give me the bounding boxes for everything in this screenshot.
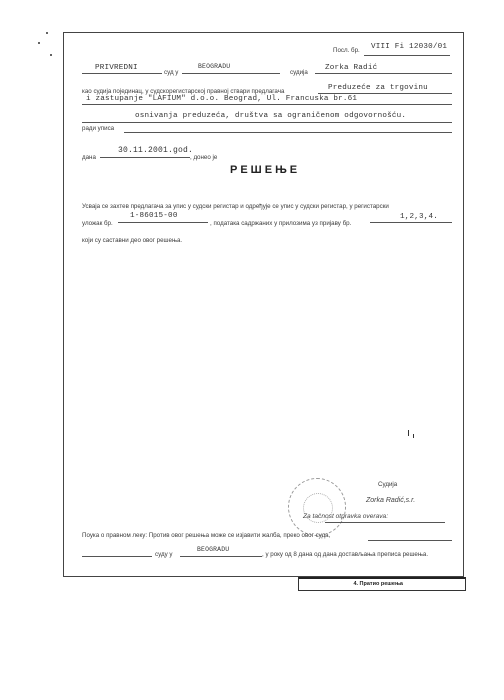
ruling-register-number: 1-86015-00: [130, 212, 178, 220]
instruction-city: BEOGRADU: [197, 546, 230, 553]
judge-underline: [315, 73, 452, 74]
scan-speck: [50, 54, 52, 56]
case-number-label: Посл. бр.: [333, 47, 360, 54]
ruling-register-label: уложак бр.: [82, 220, 113, 227]
footer-box-label: 4. Пратио решења: [353, 581, 403, 587]
instruction-underline-2: [82, 556, 152, 557]
purpose-underline-2: [124, 132, 452, 133]
case-number-underline: [364, 55, 450, 56]
scan-speck: [38, 42, 40, 44]
ruling-line-3: који су саставни део овог решења.: [82, 237, 183, 244]
certified-copy-note: Za tačnost otpravka overava:: [303, 513, 389, 520]
proposer-underline-1: [318, 93, 452, 94]
ruling-attachments: 1,2,3,4.: [400, 213, 439, 221]
instruction-line-2-rest: , у року од 8 дана од дана достављања преписа решења.: [262, 551, 429, 558]
instruction-line-1: Поука о правном леку: Против овог решења може се изјавити жалба, преко овог суда,: [82, 532, 331, 539]
date-suffix: , донео је: [190, 154, 218, 161]
instruction-city-underline: [180, 556, 262, 557]
register-underline: [118, 222, 208, 223]
city-value: BEOGRADU: [198, 63, 231, 70]
proposer-intro-label: као судија појединац, у судскорегистарској правној ствари предлагача: [82, 88, 285, 95]
instruction-court-label: суду у: [155, 551, 173, 558]
ruling-line-1: Усваја се захтев предлагача за упис у судски регистар и одређује се упис у судски регистар, у регистарски: [82, 203, 389, 210]
scan-speck: [46, 32, 48, 34]
proposer-line-1: Preduzeće za trgovinu: [328, 84, 428, 92]
instruction-underline-1: [368, 540, 452, 541]
purpose-value: osnivanja preduzeća, društva sa ograničenom odgovornošću.: [135, 112, 407, 120]
date-value: 30.11.2001.god.: [118, 146, 194, 155]
court-label: суд у: [164, 69, 179, 76]
purpose-underline: [82, 122, 452, 123]
judge-label: судија: [290, 69, 308, 76]
proposer-line-2: i zastupanje "LAFIUM" d.o.o. Beograd, Ul. Francuska br.61: [86, 95, 358, 103]
footer-box: [298, 577, 466, 591]
attachments-underline: [370, 222, 452, 223]
ruling-line-2-mid: , података садржаних у прилозима уз пријаву бр.: [210, 220, 352, 227]
date-label: дана: [82, 154, 96, 161]
case-number-value: VIII Fi 12030/01: [371, 43, 448, 51]
judge-value: Zorka Radić: [325, 64, 378, 72]
proposer-underline-2: [82, 104, 452, 105]
court-underline: [82, 73, 162, 74]
date-underline: [100, 157, 190, 158]
signature-label: Судија: [378, 481, 398, 488]
certified-underline: [325, 522, 445, 523]
city-underline: [182, 73, 280, 74]
document-title: РЕШЕЊЕ: [230, 164, 301, 176]
court-stamp: [288, 478, 346, 536]
court-value: PRIVREDNI: [95, 64, 138, 72]
signature-name: Zorka Radić,s.r.: [366, 497, 416, 504]
purpose-label: ради уписа: [82, 125, 115, 132]
